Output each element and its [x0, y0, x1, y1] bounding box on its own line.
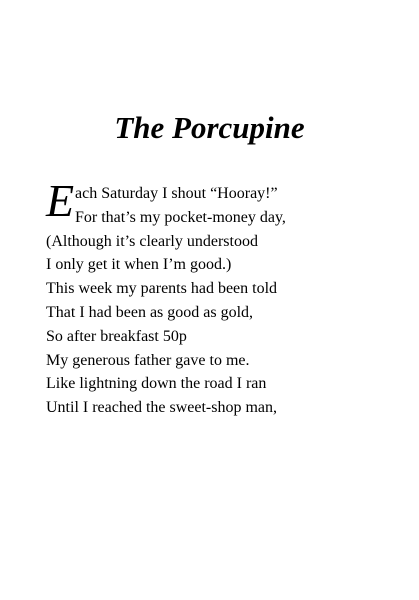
- poem-line: Like lightning down the road I ran: [46, 375, 267, 393]
- poem-body: [46, 175, 386, 420]
- poem-line: So after breakfast 50p: [46, 327, 187, 345]
- poem-line: That I had been as good as gold,: [46, 303, 254, 321]
- poem-line: (Although it’s clearly understood: [46, 232, 258, 250]
- poem-line: Until I reached the sweet-shop man,: [46, 399, 278, 417]
- poem-line: For that’s my pocket-money day,: [75, 208, 286, 226]
- poem-line: This week my parents had been told: [46, 280, 278, 298]
- poem-line: ach Saturday I shout “Hooray!”: [75, 185, 278, 202]
- poem-title: The Porcupine: [114, 110, 305, 145]
- drop-cap: E: [46, 175, 75, 226]
- poem-line: I only get it when I’m good.): [46, 256, 232, 274]
- poem-line: My generous father gave to me.: [46, 351, 250, 369]
